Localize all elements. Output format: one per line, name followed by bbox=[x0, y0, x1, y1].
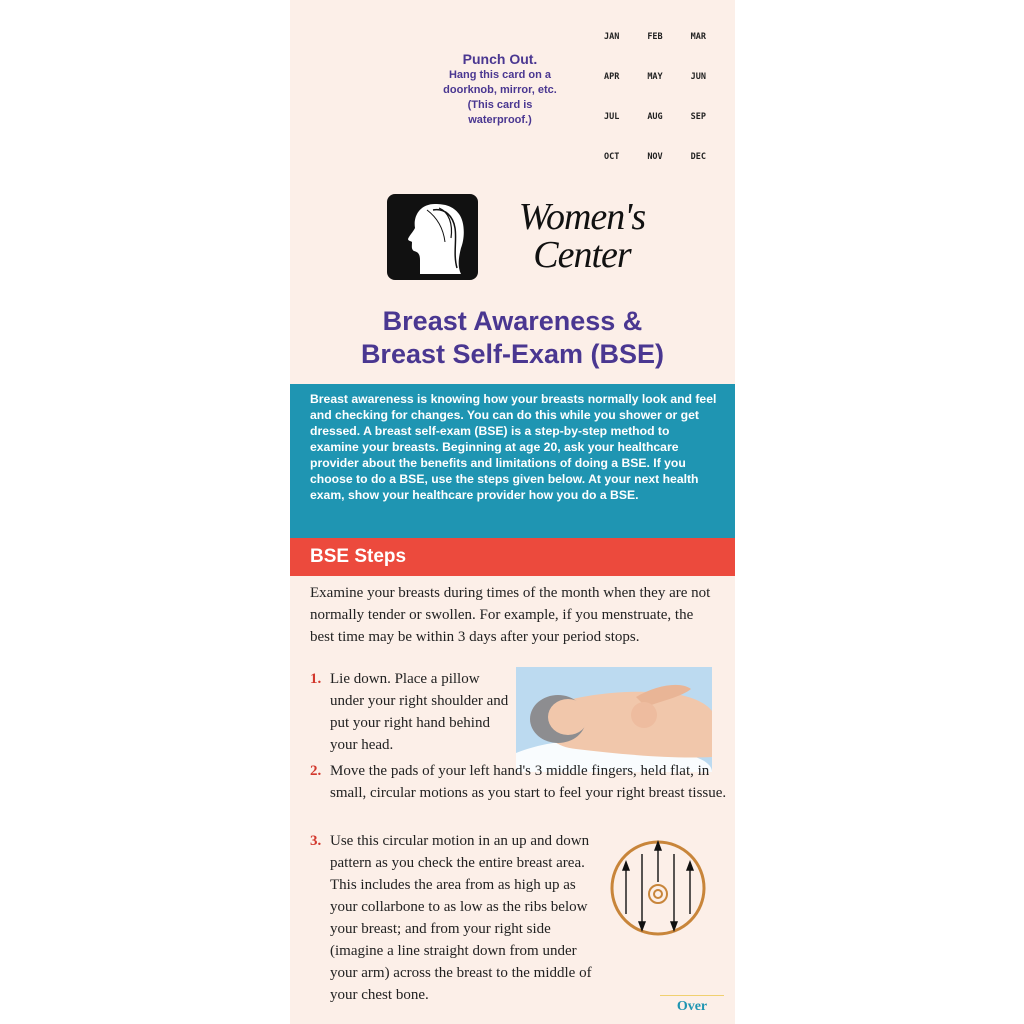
title-line-2: Breast Self-Exam (BSE) bbox=[360, 339, 665, 369]
brand-line-1: Women's bbox=[518, 196, 646, 238]
month-label: JUL bbox=[603, 112, 620, 122]
over-indicator: Over bbox=[660, 995, 724, 1018]
step-text: Move the pads of your left hand's 3 middle fingers, held flat, in small, circular motions as you start to feel your right breast tissue. bbox=[330, 763, 727, 801]
step-1 bbox=[310, 668, 515, 756]
month-label: JUN bbox=[690, 72, 706, 82]
woman-profile-icon bbox=[387, 194, 478, 280]
month-label: OCT bbox=[603, 152, 620, 162]
step-number: 3. bbox=[310, 833, 322, 849]
lying-down-illustration bbox=[516, 667, 712, 772]
month-label: NOV bbox=[647, 152, 663, 162]
step-2 bbox=[310, 760, 730, 804]
punch-out-note bbox=[440, 50, 560, 128]
title-line-1: Breast Awareness & bbox=[382, 306, 643, 336]
month-label: SEP bbox=[690, 112, 706, 122]
brand-logotype bbox=[502, 198, 662, 274]
month-label: JAN bbox=[603, 32, 620, 42]
punch-out-heading: Punch Out. bbox=[462, 51, 538, 67]
month-label: APR bbox=[603, 72, 620, 82]
bse-card bbox=[290, 0, 735, 1024]
section-heading: BSE Steps bbox=[290, 538, 735, 576]
step-number: 2. bbox=[310, 763, 322, 779]
month-checklist bbox=[590, 30, 720, 164]
month-label: MAY bbox=[647, 72, 663, 82]
lead-paragraph: Examine your breasts during times of the month when they are not normally tender or swollen. For example, if you menstruate, the best time may be within 3 days after your period stops. bbox=[310, 585, 711, 645]
page-title bbox=[290, 305, 735, 371]
month-label: MAR bbox=[690, 32, 706, 42]
up-down-pattern-diagram bbox=[608, 838, 708, 938]
step-text: Use this circular motion in an up and down pattern as you check the entire breast area. This includes the area from as high up as your collarbone to as low as the ribs below your breast; and from your right side (imagine a line straight down from under your arm) across the breast to the middle of your chest bone. bbox=[330, 833, 592, 1003]
month-label: DEC bbox=[690, 152, 706, 162]
step-text: Lie down. Place a pillow under your right shoulder and put your right hand behind your head. bbox=[330, 671, 509, 753]
brand-line-2: Center bbox=[533, 234, 631, 276]
step-3 bbox=[310, 830, 600, 1006]
month-label: FEB bbox=[647, 32, 663, 42]
step-number: 1. bbox=[310, 671, 322, 687]
intro-panel: Breast awareness is knowing how your breasts normally look and feel and checking for changes. You can do this while you shower or get dressed. A breast self-exam (BSE) is a step-by-step method to examine your breasts. Beginning at age 20, ask your healthcare provider about the benefits and limitations of doing a BSE. If you choose to do a BSE, use the steps given below. At your next health exam, show your healthcare provider how you do a BSE. bbox=[290, 384, 735, 538]
month-label: AUG bbox=[647, 112, 663, 122]
punch-out-text: Hang this card on a doorknob, mirror, etc. (This card is waterproof.) bbox=[443, 69, 557, 126]
